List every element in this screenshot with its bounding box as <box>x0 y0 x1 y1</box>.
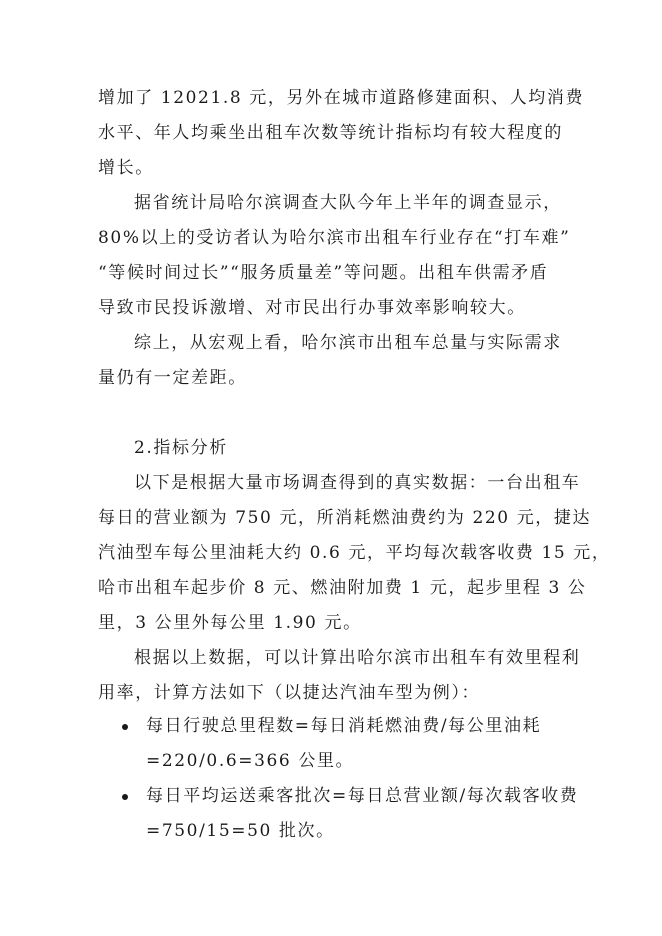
paragraph-4-line-2: 每日的营业额为 750 元，所消耗燃油费约为 220 元，捷达 <box>98 508 592 528</box>
paragraph-2-line-2: 80%以上的受访者认为哈尔滨市出租车行业存在“打车难” <box>98 228 571 248</box>
bullet-1-line-2: =220/0.6=366 公里。 <box>146 751 355 771</box>
paragraph-4-line-4: 哈市出租车起步价 8 元、燃油附加费 1 元，起步里程 3 公 <box>98 578 587 598</box>
bullet-1-line-1: 每日行驶总里程数=每日消耗燃油费/每公里油耗 <box>146 716 542 736</box>
paragraph-4-line-1: 以下是根据大量市场调查得到的真实数据：一台出租车 <box>134 473 581 493</box>
paragraph-1-line-1: 增加了 12021.8 元，另外在城市道路修建面积、人均消费 <box>98 88 585 108</box>
paragraph-3-line-2: 量仍有一定差距。 <box>98 368 247 388</box>
bullet-dot-icon <box>122 794 128 800</box>
section-heading: 2.指标分析 <box>134 438 228 458</box>
paragraph-4-line-5: 里，3 公里外每公里 1.90 元。 <box>98 613 362 633</box>
paragraph-2-line-3: “等候时间过长”“服务质量差”等问题。出租车供需矛盾 <box>98 263 549 283</box>
bullet-dot-icon <box>122 724 128 730</box>
bullet-2-line-2: =750/15=50 批次。 <box>146 821 335 841</box>
paragraph-5-line-1: 根据以上数据，可以计算出哈尔滨市出租车有效里程利 <box>134 648 581 668</box>
bullet-2-line-1: 每日平均运送乘客批次=每日总营业额/每次载客收费 <box>146 786 579 806</box>
paragraph-1-line-3: 增长。 <box>98 158 154 178</box>
paragraph-3-line-1: 综上，从宏观上看，哈尔滨市出租车总量与实际需求 <box>134 333 562 353</box>
paragraph-5-line-2: 用率，计算方法如下（以捷达汽油车型为例）： <box>98 683 481 703</box>
paragraph-1-line-2: 水平、年人均乘坐出租车次数等统计指标均有较大程度的 <box>98 123 563 143</box>
paragraph-2-line-1: 据省统计局哈尔滨调查大队今年上半年的调查显示， <box>134 193 562 213</box>
paragraph-4-line-3: 汽油型车每公里油耗大约 0.6 元，平均每次载客收费 15 元， <box>98 543 611 563</box>
paragraph-2-line-4: 导致市民投诉激增、对市民出行办事效率影响较大。 <box>98 298 526 318</box>
